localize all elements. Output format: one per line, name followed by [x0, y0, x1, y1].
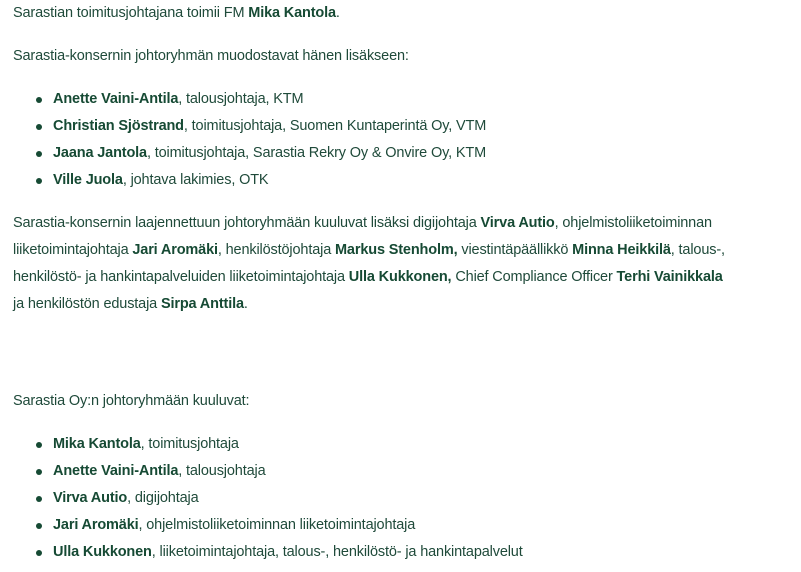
member-role: , liiketoimintajohtaja, talous-, henkilöstö- ja hankintapalvelut	[151, 544, 523, 560]
member-role: , toimitusjohtaja, Sarastia Rekry Oy & Onvire Oy, KTM	[146, 145, 487, 161]
member-name: Ulla Kukkonen	[53, 544, 152, 560]
list-item	[53, 167, 733, 194]
group-team-list	[13, 86, 733, 194]
member-name: Jaana Jantola	[53, 145, 147, 161]
member-name: Anette Vaini-Antila	[53, 91, 179, 107]
extended-name: Terhi Vainikkala	[616, 269, 723, 285]
extended-text: viestintäpäällikkö	[457, 242, 573, 258]
extended-text: , ohjelmistoliiketoiminnan liiketoimintajohtaja	[13, 215, 712, 258]
member-name: Virva Autio	[53, 490, 128, 506]
list-item	[53, 485, 733, 512]
oy-team-intro: Sarastia Oy:n johtoryhmään kuuluvat:	[13, 393, 250, 409]
extended-text: Chief Compliance Officer	[451, 269, 617, 285]
ceo-suffix: .	[335, 5, 340, 21]
member-name: Jari Aromäki	[53, 517, 139, 533]
oy-team-list	[13, 431, 733, 566]
member-name: Mika Kantola	[53, 436, 141, 452]
extended-name: Minna Heikkilä	[572, 242, 671, 258]
extended-name: Virva Autio	[480, 215, 555, 231]
list-item	[53, 458, 733, 485]
group-team-intro: Sarastia-konsernin johtoryhmän muodostavat hänen lisäkseen:	[13, 48, 409, 64]
extended-name: Jari Aromäki	[132, 242, 218, 258]
extended-name: Markus Stenholm,	[334, 242, 458, 258]
ceo-paragraph	[13, 0, 733, 27]
list-item	[53, 86, 733, 113]
list-item	[53, 140, 733, 167]
list-item	[53, 431, 733, 458]
member-role: , johtava lakimies, OTK	[122, 172, 269, 188]
member-role: , ohjelmistoliiketoiminnan liiketoimintajohtaja	[138, 517, 416, 533]
member-name: Ville Juola	[53, 172, 123, 188]
member-role: , talousjohtaja	[178, 463, 266, 479]
list-item	[53, 113, 733, 140]
extended-text: , henkilöstöjohtaja	[217, 242, 335, 258]
ceo-prefix: Sarastian toimitusjohtajana toimii FM	[13, 5, 249, 21]
list-item	[53, 512, 733, 539]
member-role: , digijohtaja	[127, 490, 199, 506]
member-name: Christian Sjöstrand	[53, 118, 184, 134]
member-role: , toimitusjohtaja, Suomen Kuntaperintä Oy, VTM	[183, 118, 487, 134]
member-name: Anette Vaini-Antila	[53, 463, 179, 479]
extended-text: ja henkilöstön edustaja	[13, 296, 161, 312]
ceo-name: Mika Kantola	[248, 5, 336, 21]
list-item	[53, 539, 733, 566]
member-role: , talousjohtaja, KTM	[178, 91, 304, 107]
extended-text: , talous-, henkilöstö- ja hankintapalveluiden liiketoimintajohtaja	[13, 242, 725, 285]
member-role: , toimitusjohtaja	[140, 436, 239, 452]
extended-name: Ulla Kukkonen,	[348, 269, 452, 285]
extended-text: .	[243, 296, 248, 312]
extended-text: Sarastia-konsernin laajennettuun johtoryhmään kuuluvat lisäksi digijohtaja	[13, 215, 481, 231]
extended-name: Sirpa Anttila	[160, 296, 244, 312]
extended-team-paragraph	[13, 210, 733, 318]
